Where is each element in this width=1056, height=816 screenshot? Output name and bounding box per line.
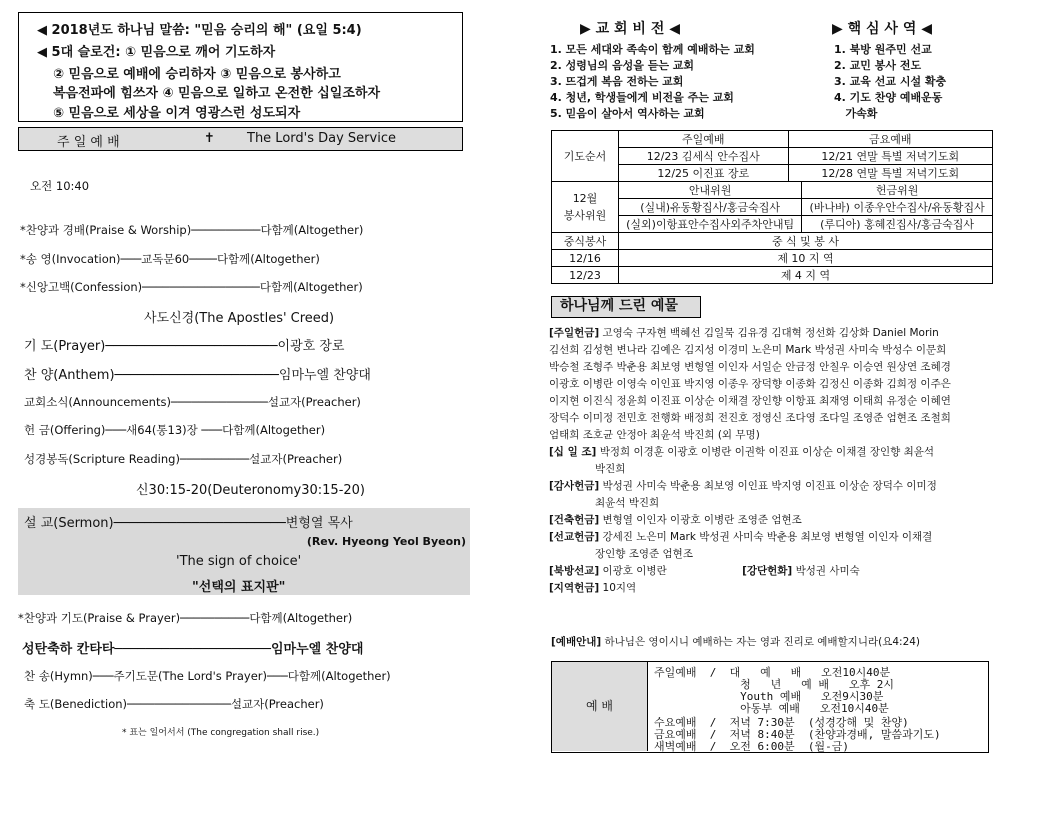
preacher-english: (Rev. Hyeong Yeol Byeon) (306, 535, 466, 548)
prayer-order-table (551, 130, 993, 182)
order-item: 교회소식(Announcements)──────────────설교자(Preacher) (24, 395, 361, 409)
worship-guide (551, 634, 920, 651)
offering-names: 10지역 (602, 582, 637, 594)
table-header: 헌금위원 (802, 182, 993, 199)
order-item: 찬 양(Anthem)─────────────────────임마누엘 찬양대 (24, 368, 371, 383)
core-item: 2. 교민 봉사 전도 (834, 59, 922, 72)
offering-names: 이광호 이병란 이영숙 이인표 박지영 이종우 장덕향 이종화 김정신 이종화 김희정 이주은 (549, 378, 951, 390)
worship-line: Youth 예배 오전9시30분 (654, 690, 884, 703)
sermon-title-english: 'The sign of choice' (176, 554, 302, 569)
table-cell: 12/23 (552, 267, 619, 284)
theme-line-5: ⑤ 믿음으로 세상을 이겨 영광스런 성도되자 (53, 106, 301, 121)
lunch-table (551, 232, 993, 284)
worship-line: 금요예배 / 저녁 8:40분 (찬양과경배, 말씀과기도) (654, 728, 941, 741)
order-item: 축 도(Benediction)───────────────설교자(Preacher) (24, 697, 324, 711)
order-item: 찬 송(Hymn)───주기도문(The Lord's Prayer)───다함께(Altogether) (24, 669, 391, 683)
vision-item: 4. 청년, 학생들에게 비전을 주는 교회 (550, 91, 734, 104)
offering-label: [강단헌화] (742, 565, 793, 577)
offering-list (549, 325, 999, 597)
offering-names: 장덕수 이미정 전민호 전행화 배정희 전진호 정영신 조다영 조다일 조영준 엄현조 조철희 (549, 412, 951, 424)
service-label (552, 182, 619, 233)
core-title: ▶ 핵 심 사 역 ◀ (832, 21, 932, 37)
offering-names: 엄태희 조호균 안정아 최윤석 박진희 (외 무명) (549, 429, 760, 441)
offering-names: 최윤석 박진희 (595, 497, 660, 509)
vision-item: 5. 믿음이 살아서 역사하는 교회 (550, 107, 705, 120)
offering-names: 이지현 이진식 정윤희 이진표 이상순 이채결 장인향 이항표 최재영 이태희 유정순 이혜연 (549, 395, 951, 407)
table-header: 중 식 및 봉 사 (619, 233, 993, 250)
offering-label: [건축헌금] (549, 514, 600, 526)
theme-line-3: ② 믿음으로 예배에 승리하자 ③ 믿음으로 봉사하고 (53, 67, 341, 82)
creed-title: 사도신경(The Apostles' Creed) (144, 311, 335, 326)
sermon-line: 설 교(Sermon)──────────────────────변형열 목사 (24, 516, 353, 531)
order-item: *찬양과 경배(Praise & Worship)──────────다함께(Altogether) (20, 223, 364, 237)
order-item: *송 영(Invocation)───교독문60────다함께(Altogether) (20, 252, 320, 266)
sermon-title-korean: "선택의 표지판" (192, 580, 286, 595)
table-header: 금요예배 (788, 131, 992, 148)
prayer-label: 기도순서 (552, 131, 619, 182)
theme-line-2: ◀ 5대 슬로건: ① 믿음으로 깨어 기도하자 (37, 45, 276, 60)
offering-names: 박성권 사미숙 (795, 565, 860, 577)
sermon-box (18, 508, 470, 595)
table-cell: 제 4 지 역 (619, 267, 993, 284)
service-team-table (551, 181, 993, 233)
core-item: 4. 기도 찬양 예배운동 (834, 91, 943, 104)
theme-line-4: 복음전파에 힘쓰자 ④ 믿음으로 일하고 온전한 십일조하자 (53, 86, 380, 101)
theme-line-1: ◀ 2018년도 하나님 말씀: "믿음 승리의 해" (요일 5:4) (37, 23, 362, 38)
service-banner (18, 127, 463, 151)
vision-item: 2. 성령님의 음성을 듣는 교회 (550, 59, 695, 72)
offering-names: 박정희 이경훈 이광호 이병란 이권학 이진표 이상순 이채결 장인향 최윤석 (599, 446, 935, 458)
offering-names: 박승철 조형주 박춘용 최보영 변형열 이인자 서일순 안금정 안칠우 이승연 원상연 조혜경 (549, 361, 951, 373)
service-time: 오전 10:40 (30, 179, 90, 193)
offering-names: 장인향 조영준 엄현조 (595, 548, 693, 560)
offering-names: 박성권 사미숙 박춘용 최보영 이인표 박지영 이진표 이상순 장덕수 이미정 (602, 480, 937, 492)
offering-label: [십 일 조] (549, 446, 597, 458)
table-header: 주일예배 (619, 131, 789, 148)
vision-item: 1. 모든 세대와 족속이 함께 예배하는 교회 (550, 43, 755, 56)
order-item: 성경봉독(Scripture Reading)──────────설교자(Preacher) (24, 452, 343, 466)
offering-title: 하나님께 드린 예물 (551, 296, 701, 318)
offering-names: 박진희 (595, 463, 626, 475)
vision-item: 3. 뜨겁게 복음 전하는 교회 (550, 75, 684, 88)
theme-box (18, 12, 463, 122)
core-item: 3. 교육 선교 시설 확충 (834, 75, 947, 88)
table-cell: 12/28 연말 특별 저녁기도회 (788, 165, 992, 182)
offering-names: 고영숙 구자현 백혜선 김일묵 김유경 김대혁 정선화 김상화 Daniel Morin (602, 327, 939, 339)
table-cell: 12/21 연말 특별 저녁기도회 (788, 148, 992, 165)
order-item: *찬양과 기도(Praise & Prayer)──────────다함께(Altogether) (18, 611, 353, 625)
offering-names: 김선희 김성현 변나라 김예은 김지성 이경미 노은미 Mark 박성권 사미숙 박성수 이문희 (549, 344, 947, 356)
cantata-line: 성탄축하 칸타타────────────────────임마누엘 찬양대 (22, 642, 364, 657)
order-item: *신앙고백(Confession)─────────────────다함께(Altogether) (20, 280, 363, 294)
table-cell: 12/25 이진표 장로 (619, 165, 789, 182)
offering-label: [선교헌금] (549, 531, 600, 543)
banner-korean: 주 일 예 배 (57, 135, 120, 150)
worship-line: 주일예배 / 대 예 배 오전10시40분 (654, 666, 891, 679)
worship-line: 청 년 예 배 오후 2시 (654, 678, 894, 691)
service-label-text: 봉사위원 (563, 209, 607, 222)
table-cell: 제 10 지 역 (619, 250, 993, 267)
offering-names: 강세진 노은미 Mark 박성권 사미숙 박춘용 최보영 변형열 이인자 이채결 (602, 531, 933, 543)
worship-line: 새벽예배 / 오전 6:00분 (월-금) (654, 740, 849, 753)
table-cell: (실외)이항표안수집사외주차안내팀 (619, 216, 802, 233)
table-cell: (실내)유동황집사/홍금숙집사 (619, 199, 802, 216)
table-cell: (루디아) 홍혜진집사/홍금숙집사 (802, 216, 993, 233)
core-item: 1. 북방 원주민 선교 (834, 43, 932, 56)
table-cell: 12/16 (552, 250, 619, 267)
worship-schedule-box (551, 661, 989, 753)
table-cell: 12/23 김세식 안수집사 (619, 148, 789, 165)
worship-guide-label: [예배안내] (551, 636, 602, 648)
vision-title: ▶ 교 회 비 전 ◀ (580, 21, 680, 37)
core-item: 가속화 (834, 107, 878, 120)
worship-label: 예 배 (552, 662, 648, 751)
banner-english: The Lord's Day Service (247, 131, 396, 146)
lunch-label: 중식봉사 (552, 233, 619, 250)
offering-label: [지역헌금] (549, 582, 600, 594)
worship-guide-text: 하나님은 영이시니 예배하는 자는 영과 진리로 예배할지니라(요4:24) (604, 636, 921, 648)
worship-line: 수요예배 / 저녁 7:30분 (성경강해 및 찬양) (654, 716, 909, 729)
table-header: 안내위원 (619, 182, 802, 199)
offering-names: 이광호 이병란 (602, 565, 667, 577)
offering-label: [주일헌금] (549, 327, 600, 339)
scripture-ref: 신30:15-20(Deuteronomy30:15-20) (136, 483, 366, 498)
table-cell: (바나바) 이종우안수집사/유동황집사 (802, 199, 993, 216)
order-item: 헌 금(Offering)───새64(통13)장 ───다함께(Altogether) (24, 423, 326, 437)
standing-note: * 표는 일어서서 (The congregation shall rise.) (122, 728, 320, 738)
offering-names: 변형열 이인자 이광호 이병란 조영준 엄현조 (602, 514, 802, 526)
cross-icon: ✝ (204, 131, 215, 146)
offering-label: [북방선교] (549, 565, 600, 577)
offering-label: [감사헌금] (549, 480, 600, 492)
service-label-month: 12월 (572, 192, 598, 205)
worship-line: 아동부 예배 오전10시40분 (654, 702, 889, 715)
order-item: 기 도(Prayer)──────────────────────이광호 장로 (24, 339, 345, 354)
